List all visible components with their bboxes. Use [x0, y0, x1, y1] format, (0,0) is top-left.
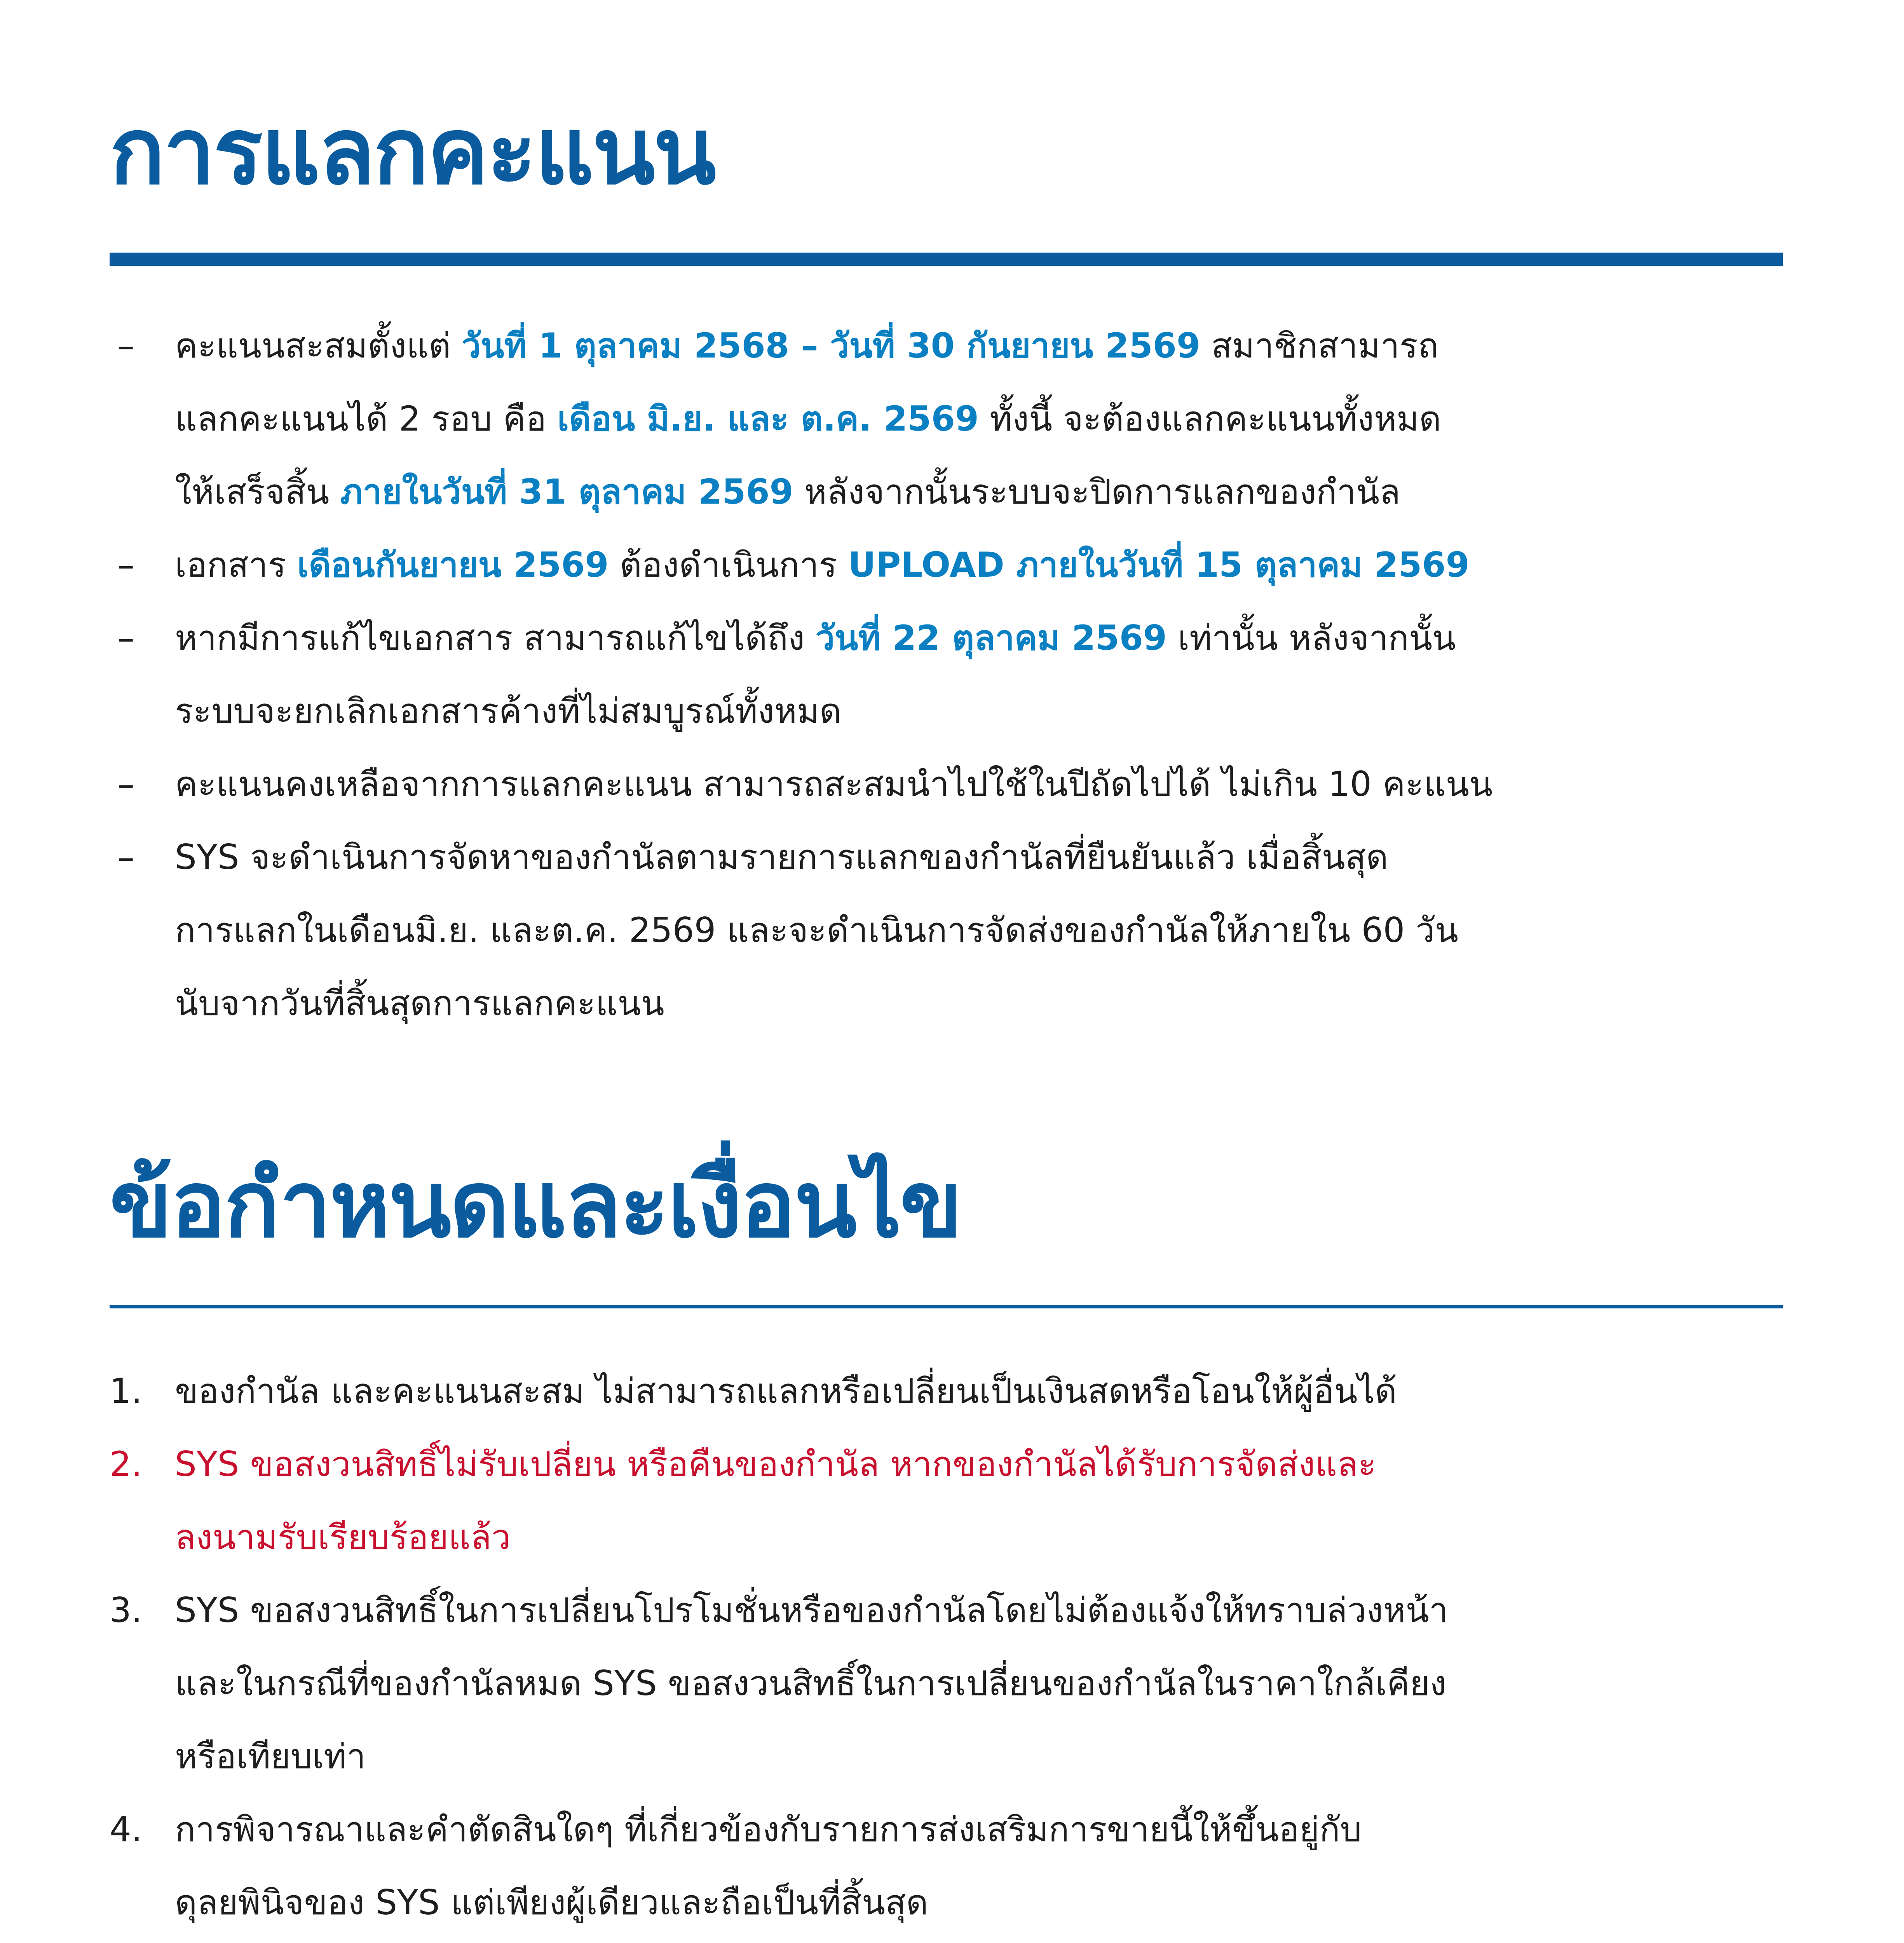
list-item-line — [175, 967, 1792, 1040]
body-text: ให้เสร็จสิ้น — [175, 472, 340, 512]
body-text: เอกสาร — [175, 545, 297, 585]
body-text: เท่านั้น หลังจากนั้น — [1167, 618, 1456, 658]
list-item — [110, 1793, 1792, 1939]
list-item — [110, 1939, 1792, 1943]
highlighted-text: UPLOAD ภายในวันที่ 15 ตุลาคม 2569 — [848, 545, 1470, 585]
list-item-line — [175, 1355, 1792, 1428]
list-item-marker: 4. — [110, 1809, 142, 1849]
list-item-line — [175, 1647, 1792, 1720]
list-item — [110, 821, 1792, 1040]
list-item-marker: – — [117, 837, 134, 877]
list-item-marker: 1. — [110, 1371, 142, 1411]
list-item-marker — [110, 1939, 172, 1943]
list-item-line — [175, 1428, 1792, 1501]
highlighted-text: ภายในวันที่ 31 ตุลาคม 2569 — [340, 472, 793, 512]
list-item — [110, 1428, 1792, 1574]
body-text: การพิจารณาและคำตัดสินใดๆ ที่เกี่ยวข้องกับรายการส่งเสริมการขายนี้ให้ขึ้นอยู่กับ — [175, 1809, 1362, 1849]
list-item-line — [175, 894, 1792, 967]
list-item-line — [175, 1866, 1792, 1939]
heading-divider-thick — [110, 253, 1783, 266]
list-item-line — [175, 675, 1792, 748]
list-item — [110, 1574, 1792, 1793]
redeem-points-list — [110, 309, 1792, 1040]
body-text: หรือเทียบเท่า — [175, 1736, 366, 1776]
list-item-line — [175, 1574, 1792, 1647]
list-item — [110, 1355, 1792, 1428]
terms-conditions-heading: ข้อกำหนดและเงื่อนไข — [110, 1151, 961, 1258]
list-item-marker: – — [117, 618, 134, 658]
body-text: หากมีการแก้ไขเอกสาร สามารถแก้ไขได้ถึง — [175, 618, 816, 658]
body-text: ทั้งนี้ จะต้องแลกคะแนนทั้งหมด — [979, 399, 1442, 439]
body-text: สมาชิกสามารถ — [1200, 326, 1439, 366]
list-item-line — [175, 309, 1792, 382]
highlighted-text: วันที่ 1 ตุลาคม 2568 – วันที่ 30 กันยายน 2569 — [461, 326, 1201, 366]
list-item — [110, 309, 1792, 528]
body-text: ของกำนัล และคะแนนสะสม ไม่สามารถแลกหรือเปลี่ยนเป็นเงินสดหรือโอนให้ผู้อื่นได้ — [175, 1371, 1397, 1411]
body-text: คะแนนคงเหลือจากการแลกคะแนน สามารถสะสมนำไปใช้ในปีถัดไปได้ ไม่เกิน 10 คะแนน — [175, 764, 1493, 804]
body-text: ต้องดำเนินการ — [609, 545, 848, 585]
list-item-line — [175, 1939, 1792, 1943]
body-text: นับจากวันที่สิ้นสุดการแลกคะแนน — [175, 983, 664, 1023]
list-item-line — [175, 602, 1792, 675]
highlighted-text: วันที่ 22 ตุลาคม 2569 — [815, 618, 1167, 658]
list-item-line — [175, 821, 1792, 894]
list-item-line — [175, 1793, 1792, 1866]
list-item — [110, 748, 1792, 821]
body-text: SYS จะดำเนินการจัดหาของกำนัลตามรายการแลกของกำนัลที่ยืนยันแล้ว เมื่อสิ้นสุด — [175, 837, 1388, 877]
body-text: ระบบจะยกเลิกเอกสารค้างที่ไม่สมบูรณ์ทั้งหมด — [175, 691, 842, 731]
list-item-marker: 2. — [110, 1444, 142, 1484]
list-item-marker: 3. — [110, 1590, 142, 1630]
list-item-marker: – — [117, 764, 134, 804]
body-text: SYS ขอสงวนสิทธิ์ในการเปลี่ยนโปรโมชั่นหรือของกำนัลโดยไม่ต้องแจ้งให้ทราบล่วงหน้า — [175, 1590, 1449, 1630]
list-item — [110, 602, 1792, 748]
body-text: แลกคะแนนได้ 2 รอบ คือ — [175, 399, 558, 439]
body-text: SYS ขอสงวนสิทธิ์ไม่รับเปลี่ยน หรือคืนของกำนัล หากของกำนัลได้รับการจัดส่งและ — [175, 1444, 1377, 1484]
list-item-marker: – — [117, 326, 134, 366]
list-item-line — [175, 382, 1792, 455]
body-text: หลังจากนั้นระบบจะปิดการแลกของกำนัล — [793, 472, 1400, 512]
list-item-line — [175, 528, 1792, 602]
highlighted-text: เดือนกันยายน 2569 — [297, 545, 609, 585]
list-item-line — [175, 455, 1792, 528]
heading-divider-thin — [110, 1305, 1783, 1308]
highlighted-text: เดือน มิ.ย. และ ต.ค. 2569 — [557, 399, 979, 439]
body-text: คะแนนสะสมตั้งแต่ — [175, 326, 462, 366]
list-item — [110, 528, 1792, 602]
list-item-line — [175, 1501, 1792, 1574]
list-item-line — [175, 1720, 1792, 1793]
body-text: ดุลยพินิจของ SYS แต่เพียงผู้เดียวและถือเป็นที่สิ้นสุด — [175, 1882, 928, 1922]
list-item-marker: – — [117, 545, 134, 585]
body-text: การแลกในเดือนมิ.ย. และต.ค. 2569 และจะดำเนินการจัดส่งของกำนัลให้ภายใน 60 วัน — [175, 910, 1458, 950]
terms-conditions-list — [110, 1355, 1792, 1943]
body-text: ลงนามรับเรียบร้อยแล้ว — [175, 1517, 511, 1557]
list-item-line — [175, 748, 1792, 821]
redeem-points-heading: การแลกคะแนน — [110, 98, 715, 205]
body-text: และในกรณีที่ของกำนัลหมด SYS ขอสงวนสิทธิ์ในการเปลี่ยนของกำนัลในราคาใกล้เคียง — [175, 1663, 1447, 1703]
